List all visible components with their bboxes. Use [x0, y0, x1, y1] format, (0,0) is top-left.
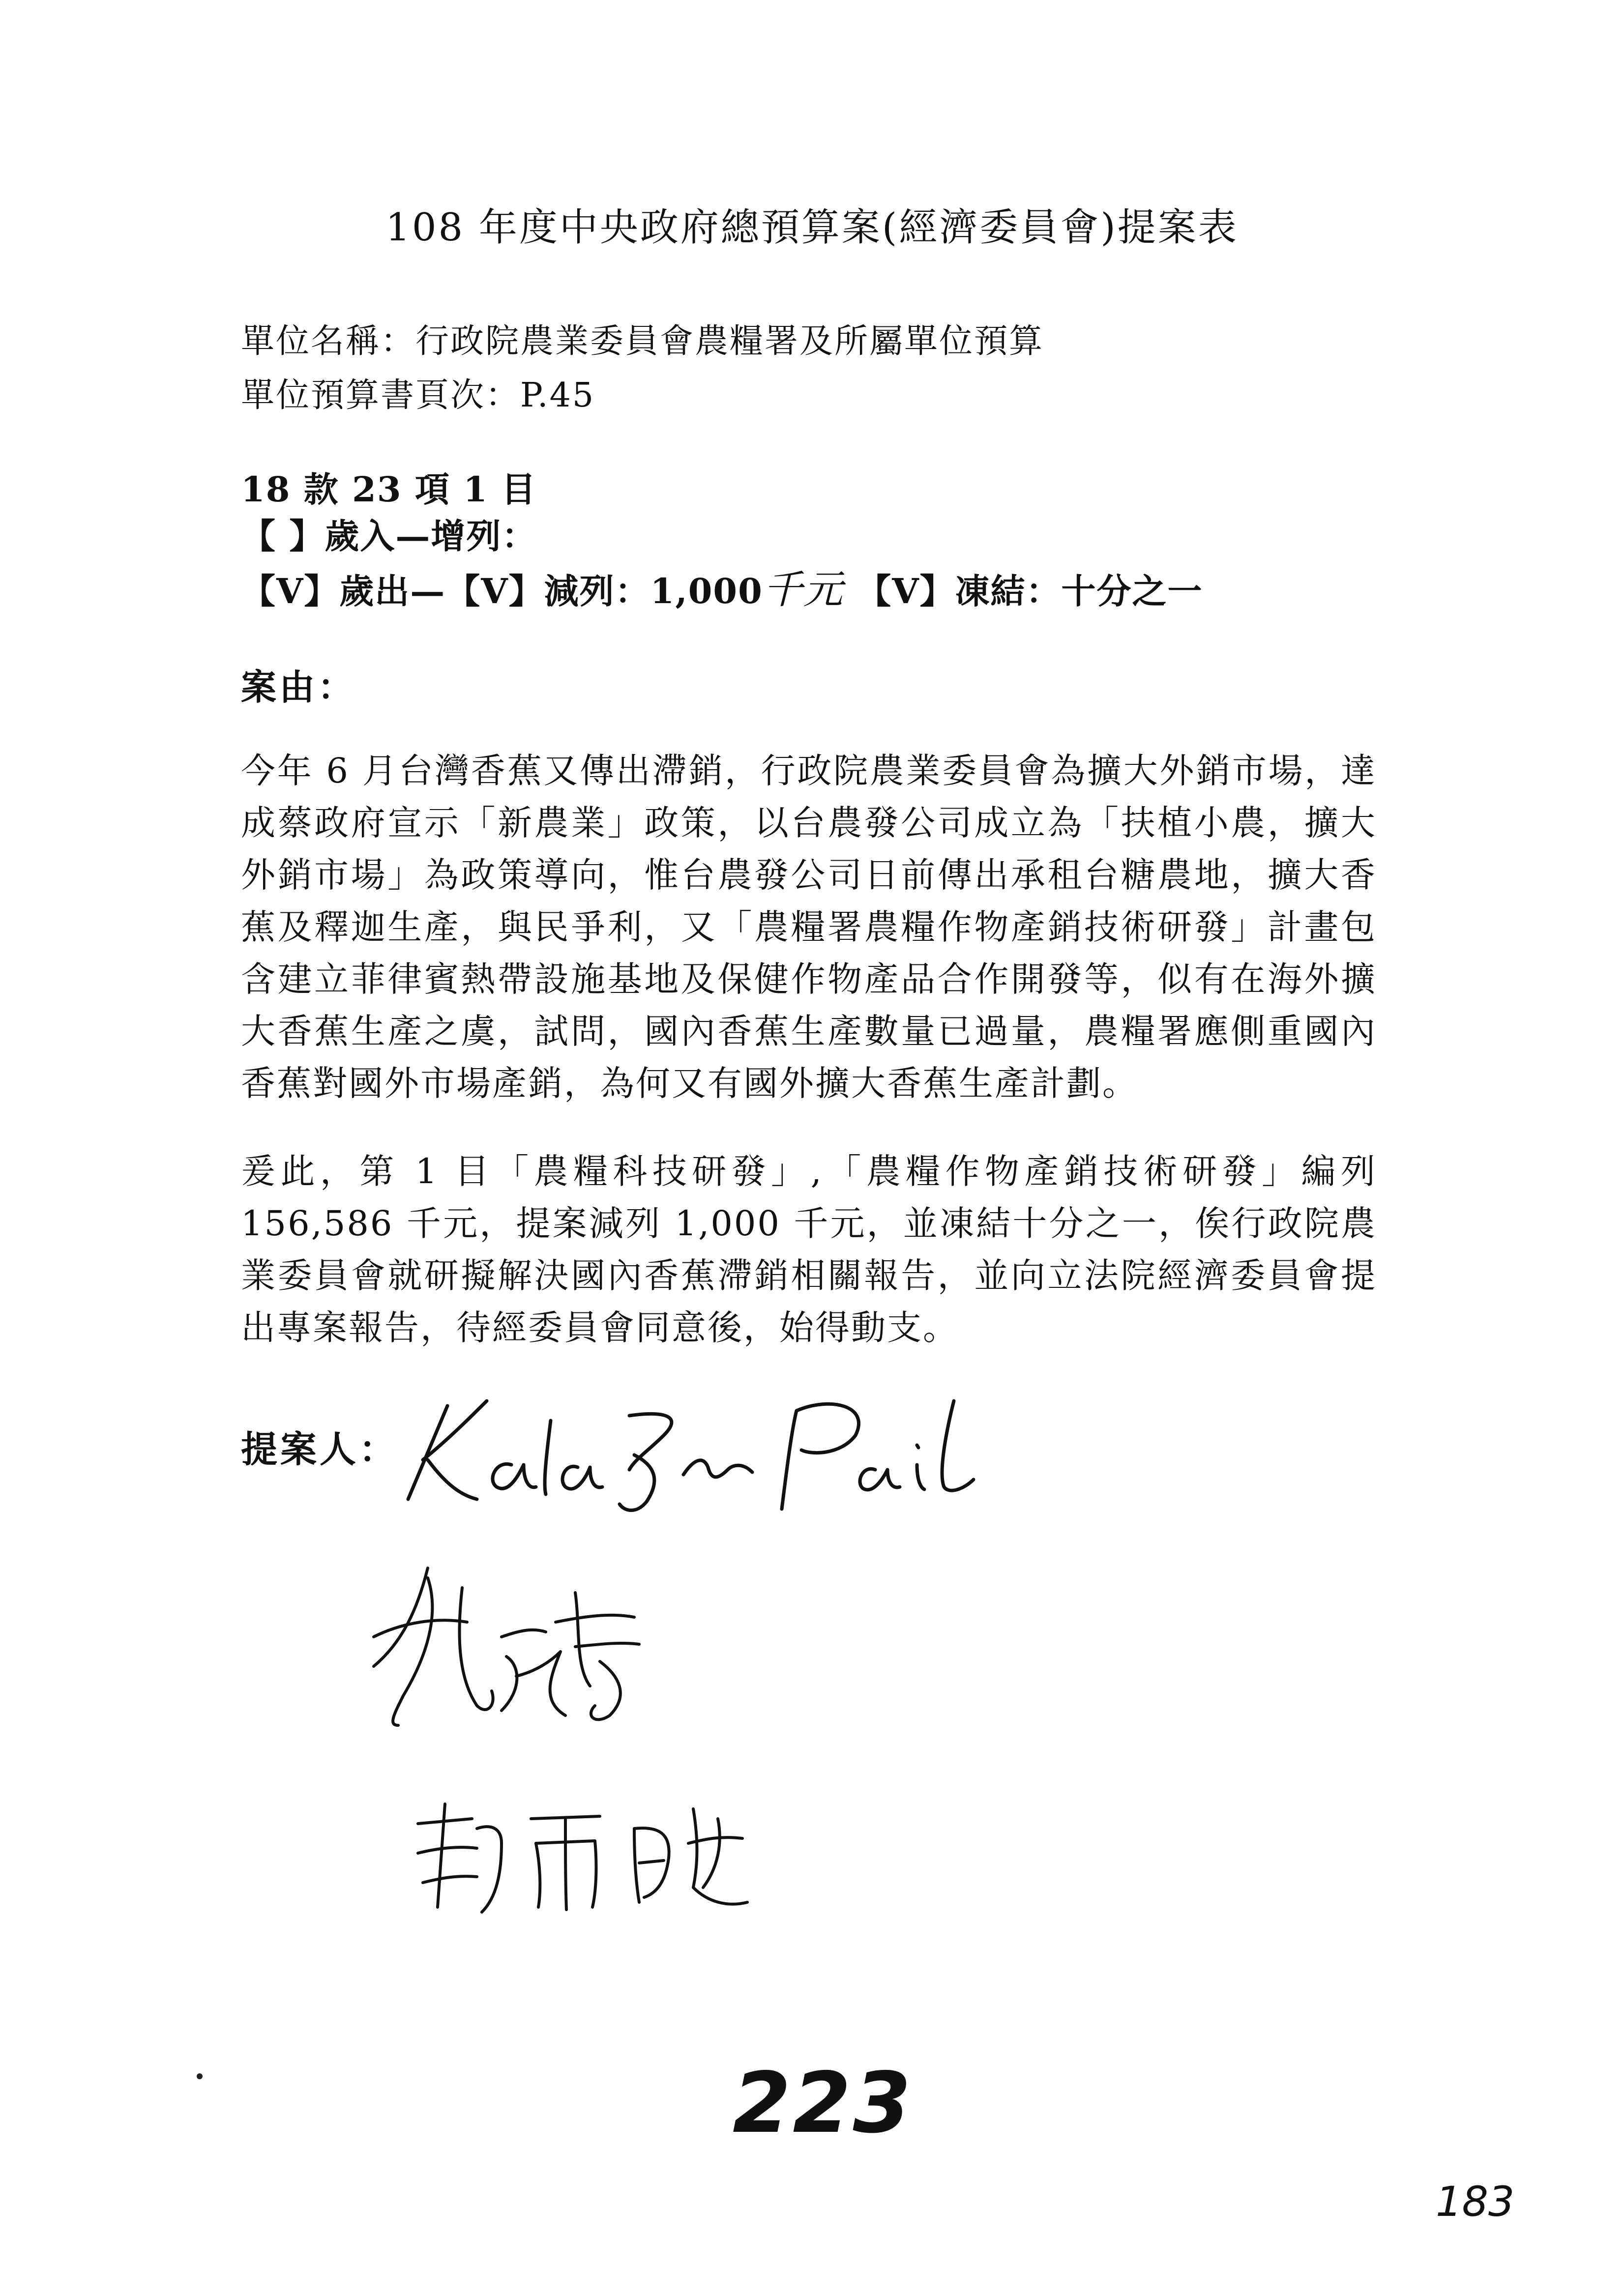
- document-title: 108 年度中央政府總預算案(經濟委員會)提案表: [385, 205, 1239, 250]
- expenditure-option: [241, 558, 1203, 614]
- expenditure-handwritten-unit: 千元: [763, 567, 844, 612]
- unit-name-line: 單位名稱：行政院農業委員會農糧署及所屬單位預算: [241, 322, 1044, 361]
- reason-paragraph-2: 爰此，第 1 目「農糧科技研發」,「農糧作物產銷技術研發」編列 156,586 千元，提案減列 1,000 千元，並凍結十分之一，俟行政院農業委員會就研擬解決國內香蕉滯銷相關報告，並向立法院經濟委員會提出專案報告，待經委員會同意後，始得動支。: [241, 1151, 1377, 1348]
- page-number-corner: 183: [1436, 2178, 1515, 2226]
- item-line: 18 款 23 項 1 目: [241, 469, 537, 510]
- expenditure-prefix: 【V】歲出—【V】減列：1,000: [241, 571, 763, 611]
- unit-page-line: 單位預算書頁次：P.45: [241, 376, 595, 415]
- reason-paragraph-1: 今年 6 月台灣香蕉又傳出滯銷，行政院農業委員會為擴大外銷市場，達成蔡政府宣示「新農業」政策，以台農發公司成立為「扶植小農，擴大外銷市場」為政策導向，惟台農發公司日前傳出承租台糖農地，擴大香蕉及釋迦生產，與民爭利，又「農糧署農糧作物產銷技術研發」計畫包含建立菲律賓熱帶設施基地及保健作物產品合作開發等，似有在海外擴大香蕉生產之虞，試問，國內香蕉生產數量已過量，農糧署應側重國內香蕉對國外市場產銷，為何又有國外擴大香蕉生產計劃。: [241, 751, 1377, 1104]
- signature-3: [403, 1789, 757, 1927]
- proposer-label: 提案人：: [241, 1428, 398, 1471]
- signature-2: [344, 1548, 688, 1745]
- signature-1: [388, 1381, 978, 1519]
- reason-heading: 案由：: [241, 666, 356, 708]
- stray-mark: [197, 2073, 203, 2079]
- revenue-option: 【 】歲入—增列：: [241, 516, 537, 556]
- page-number-handwritten: 223: [733, 2055, 913, 2152]
- expenditure-suffix: 【V】凍結：十分之一: [843, 571, 1203, 611]
